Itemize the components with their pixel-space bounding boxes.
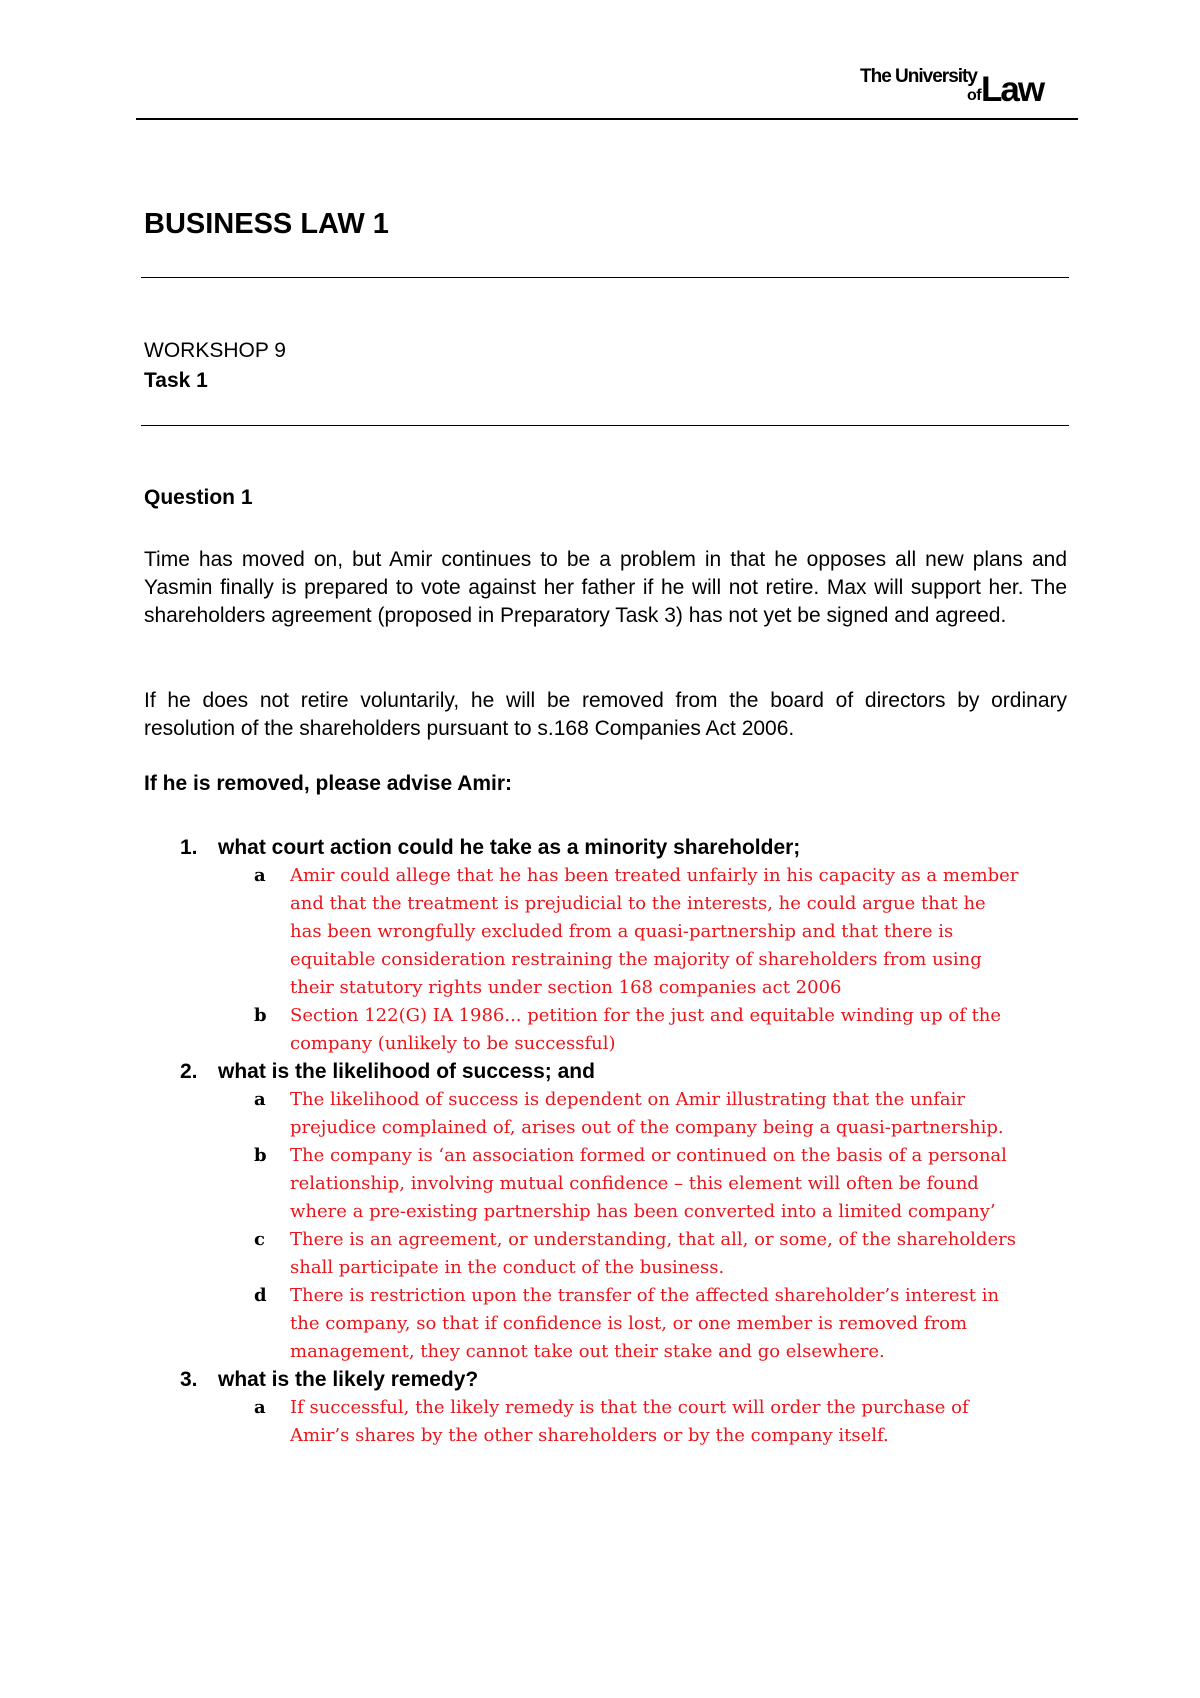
answer-line: There is restriction upon the transfer of the affected shareholder’s interest in bbox=[290, 1285, 1000, 1306]
answer-line: shall participate in the conduct of the business. bbox=[290, 1257, 725, 1278]
logo-line-1: The University bbox=[860, 66, 977, 87]
workshop-divider bbox=[141, 425, 1069, 426]
question-item-1 bbox=[144, 834, 1074, 862]
question-item-3 bbox=[144, 1366, 1074, 1394]
answer-point-1b bbox=[144, 1002, 1074, 1058]
logo-law: Law bbox=[981, 70, 1044, 109]
answer-point-1a bbox=[144, 862, 1074, 1002]
answer-point-letter: b bbox=[254, 1145, 267, 1166]
answer-line: management, they cannot take out their stake and go elsewhere. bbox=[290, 1341, 885, 1362]
workshop-block bbox=[144, 336, 286, 396]
answer-line: If successful, the likely remedy is that the court will order the purchase of bbox=[290, 1397, 969, 1418]
answer-point-2d bbox=[144, 1282, 1074, 1366]
answer-point-letter: d bbox=[254, 1285, 267, 1306]
title-divider bbox=[141, 277, 1069, 278]
question-paragraph-1: Time has moved on, but Amir continues to be a problem in that he opposes all new plans and Yasmin finally is prepared to vote against her father if he will not retire. Max will support her. The shareholders agreement (proposed in Preparatory Task 3) has not yet be signed and agreed. bbox=[144, 548, 1067, 627]
advise-instruction: If he is removed, please advise Amir: bbox=[144, 772, 513, 795]
answer-line: The company is ‘an association formed or continued on the basis of a personal bbox=[290, 1145, 1007, 1166]
answer-line: where a pre-existing partnership has been converted into a limited company’ bbox=[290, 1201, 996, 1222]
answer-point-2c bbox=[144, 1226, 1074, 1282]
answer-line: the company, so that if confidence is lost, or one member is removed from bbox=[290, 1313, 968, 1334]
answer-point-letter: c bbox=[254, 1229, 265, 1250]
answer-line: prejudice complained of, arises out of the company being a quasi-partnership. bbox=[290, 1117, 1004, 1138]
answer-line: Section 122(G) IA 1986... petition for the just and equitable winding up of the bbox=[290, 1005, 1002, 1026]
answer-line: Amir could allege that he has been treated unfairly in his capacity as a member bbox=[290, 865, 1019, 886]
question-paragraph-2: If he does not retire voluntarily, he will be removed from the board of directors by ordinary resolution of the shareholders pursuant to s.168 Companies Act 2006. bbox=[144, 689, 1067, 740]
task-label: Task 1 bbox=[144, 369, 208, 392]
document-title: BUSINESS LAW 1 bbox=[144, 208, 389, 240]
question-item-text: what is the likelihood of success; and bbox=[218, 1060, 595, 1083]
question-item-number: 2. bbox=[180, 1060, 198, 1083]
question-item-number: 1. bbox=[180, 836, 198, 859]
university-logo bbox=[860, 66, 1070, 110]
answer-line: equitable consideration restraining the majority of shareholders from using bbox=[290, 949, 982, 970]
answer-line: relationship, involving mutual confidence – this element will often be found bbox=[290, 1173, 979, 1194]
answer-point-letter: a bbox=[254, 1089, 266, 1110]
workshop-label: WORKSHOP 9 bbox=[144, 339, 286, 362]
answer-line: company (unlikely to be successful) bbox=[290, 1033, 616, 1054]
answer-line: has been wrongfully excluded from a quasi-partnership and that there is bbox=[290, 921, 954, 942]
logo-of: of bbox=[967, 87, 982, 104]
answer-line: and that the treatment is prejudicial to the interests, he could argue that he bbox=[290, 893, 986, 914]
answer-line: The likelihood of success is dependent on Amir illustrating that the unfair bbox=[290, 1089, 965, 1110]
question-item-number: 3. bbox=[180, 1368, 198, 1391]
header-rule bbox=[136, 118, 1078, 120]
answer-point-letter: a bbox=[254, 865, 266, 886]
question-heading: Question 1 bbox=[144, 486, 253, 509]
question-item-text: what court action could he take as a minority shareholder; bbox=[218, 836, 801, 859]
answer-point-2b bbox=[144, 1142, 1074, 1226]
answer-point-letter: b bbox=[254, 1005, 267, 1026]
answer-line: their statutory rights under section 168 companies act 2006 bbox=[290, 977, 842, 998]
answer-list bbox=[144, 834, 1074, 1450]
question-item-2 bbox=[144, 1058, 1074, 1086]
answer-line: There is an agreement, or understanding, that all, or some, of the shareholders bbox=[290, 1229, 1016, 1250]
answer-line: Amir’s shares by the other shareholders or by the company itself. bbox=[290, 1425, 889, 1446]
answer-point-2a bbox=[144, 1086, 1074, 1142]
answer-point-letter: a bbox=[254, 1397, 266, 1418]
answer-point-3a bbox=[144, 1394, 1074, 1450]
question-item-text: what is the likely remedy? bbox=[218, 1368, 479, 1391]
